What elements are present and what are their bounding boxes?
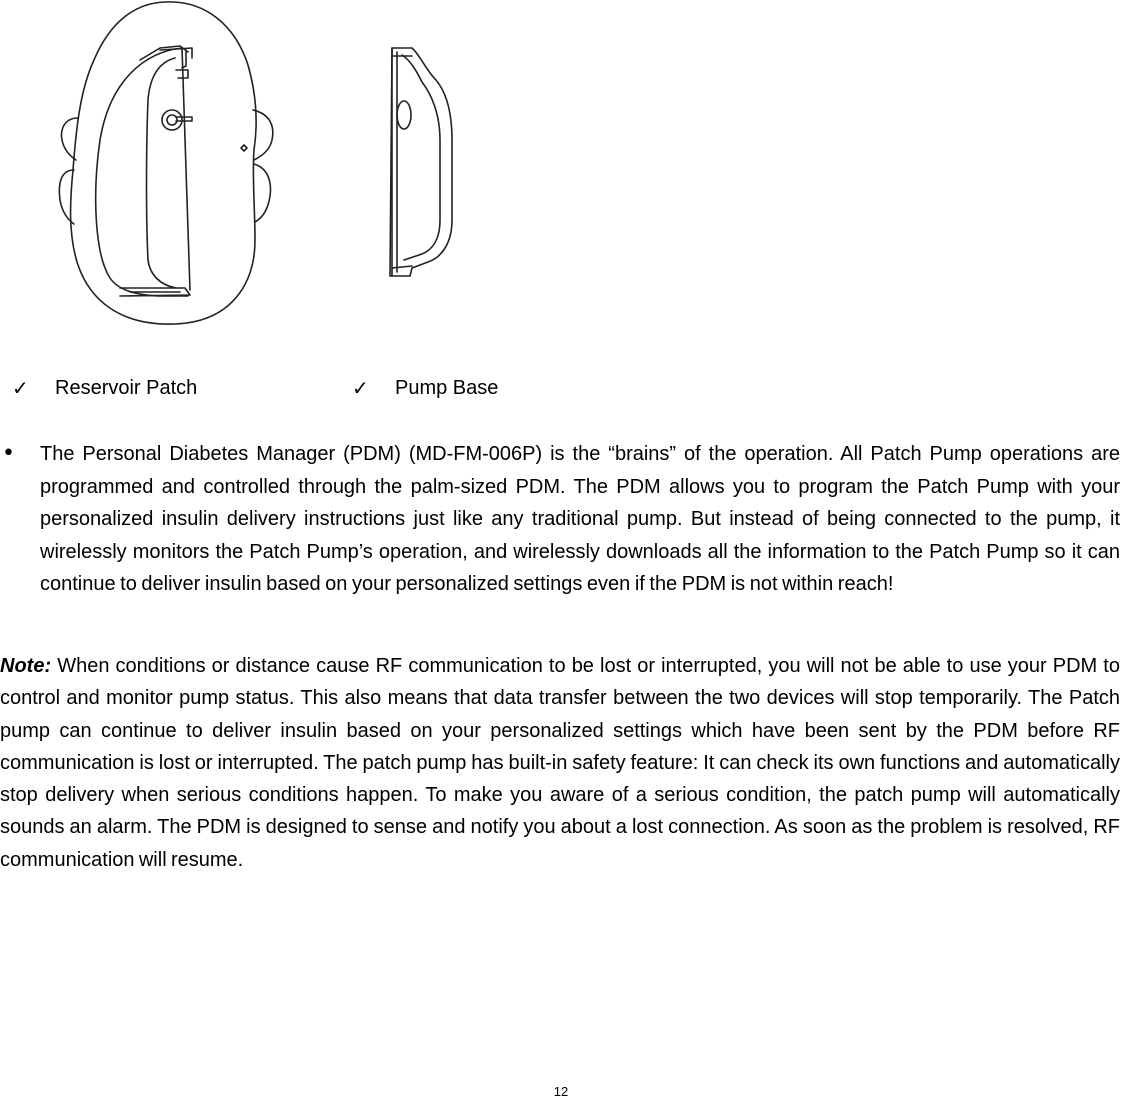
- caption-label: Pump Base: [395, 376, 499, 399]
- caption-label: Reservoir Patch: [55, 376, 198, 399]
- figure-captions: [0, 376, 700, 404]
- note-text: When conditions or distance cause RF communication to be lost or interrupted, you will not be able to use your PDM to control and monitor pump status. This also means that data transfer between the two devices will stop temporarily. The Patch pump can continue to deliver insulin based on your personalized settings which have been sent by the PDM before RF communication is lost or interrupted. The patch pump has built-in safety feature: It can check its own functions and automatically stop delivery when serious conditions happen. To make you aware of a serious condition, the patch pump will automatically sounds an alarm. The PDM is designed to sense and notify you about a lost connection. As soon as the problem is resolved, RF communication will resume.: [0, 655, 1120, 871]
- caption-pump-base: [352, 376, 498, 400]
- page-number: 12: [553, 1084, 569, 1099]
- bullet-dot-icon: •: [2, 441, 15, 466]
- check-mark-icon: ✓: [352, 376, 369, 400]
- pdm-description-text: The Personal Diabetes Manager (PDM) (MD-FM-006P) is the “brains” of the operation. All Patch Pump operations are programmed and controlled through the palm-sized PDM. The PDM allows you to program the Patch Pump with your personalized insulin delivery instructions just like any traditional pump. But instead of being connected to the pump, it wirelessly monitors the Patch Pump’s operation, and wirelessly downloads all the information to the Patch Pump so it can continue to deliver insulin based on your personalized settings even if the PDM is not within reach!: [40, 443, 1120, 595]
- note-paragraph: [0, 650, 1120, 876]
- note-label: Note:: [0, 655, 52, 677]
- reservoir-patch-drawing: [59, 2, 272, 324]
- device-illustration: [0, 0, 520, 335]
- pump-base-drawing: [390, 48, 452, 276]
- pdm-description-bullet: [0, 438, 1122, 601]
- check-mark-icon: ✓: [12, 376, 29, 400]
- caption-reservoir-patch: [12, 376, 197, 400]
